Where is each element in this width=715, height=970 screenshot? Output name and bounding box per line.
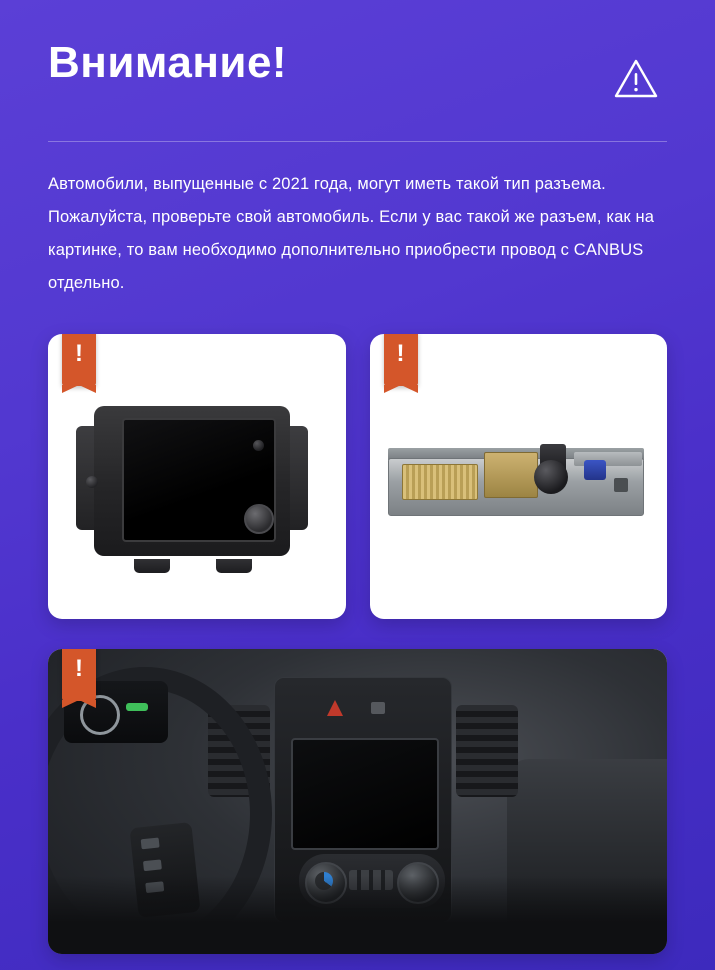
page-title: Внимание! bbox=[48, 38, 288, 87]
head-unit-photo-card bbox=[48, 334, 346, 619]
car-interior-photo bbox=[48, 649, 667, 954]
header bbox=[48, 0, 667, 107]
exclamation-badge: ! bbox=[62, 649, 96, 701]
exclamation-badge: ! bbox=[384, 334, 418, 386]
exclamation-badge: ! bbox=[62, 334, 96, 386]
warning-paragraph: Автомобили, выпущенные с 2021 года, могут иметь такой тип разъема. Пожалуйста, проверьте свой автомобиль. Если у вас такой же разъем, как на картинке, то вам необходимо дополнительно приобрести провод с CANBUS отдельно. bbox=[48, 175, 655, 292]
header-divider bbox=[48, 141, 667, 142]
photo-cards-row bbox=[48, 334, 667, 619]
warning-triangle-icon bbox=[613, 56, 659, 107]
connector-board-photo-card bbox=[370, 334, 668, 619]
car-interior-photo-card bbox=[48, 649, 667, 954]
